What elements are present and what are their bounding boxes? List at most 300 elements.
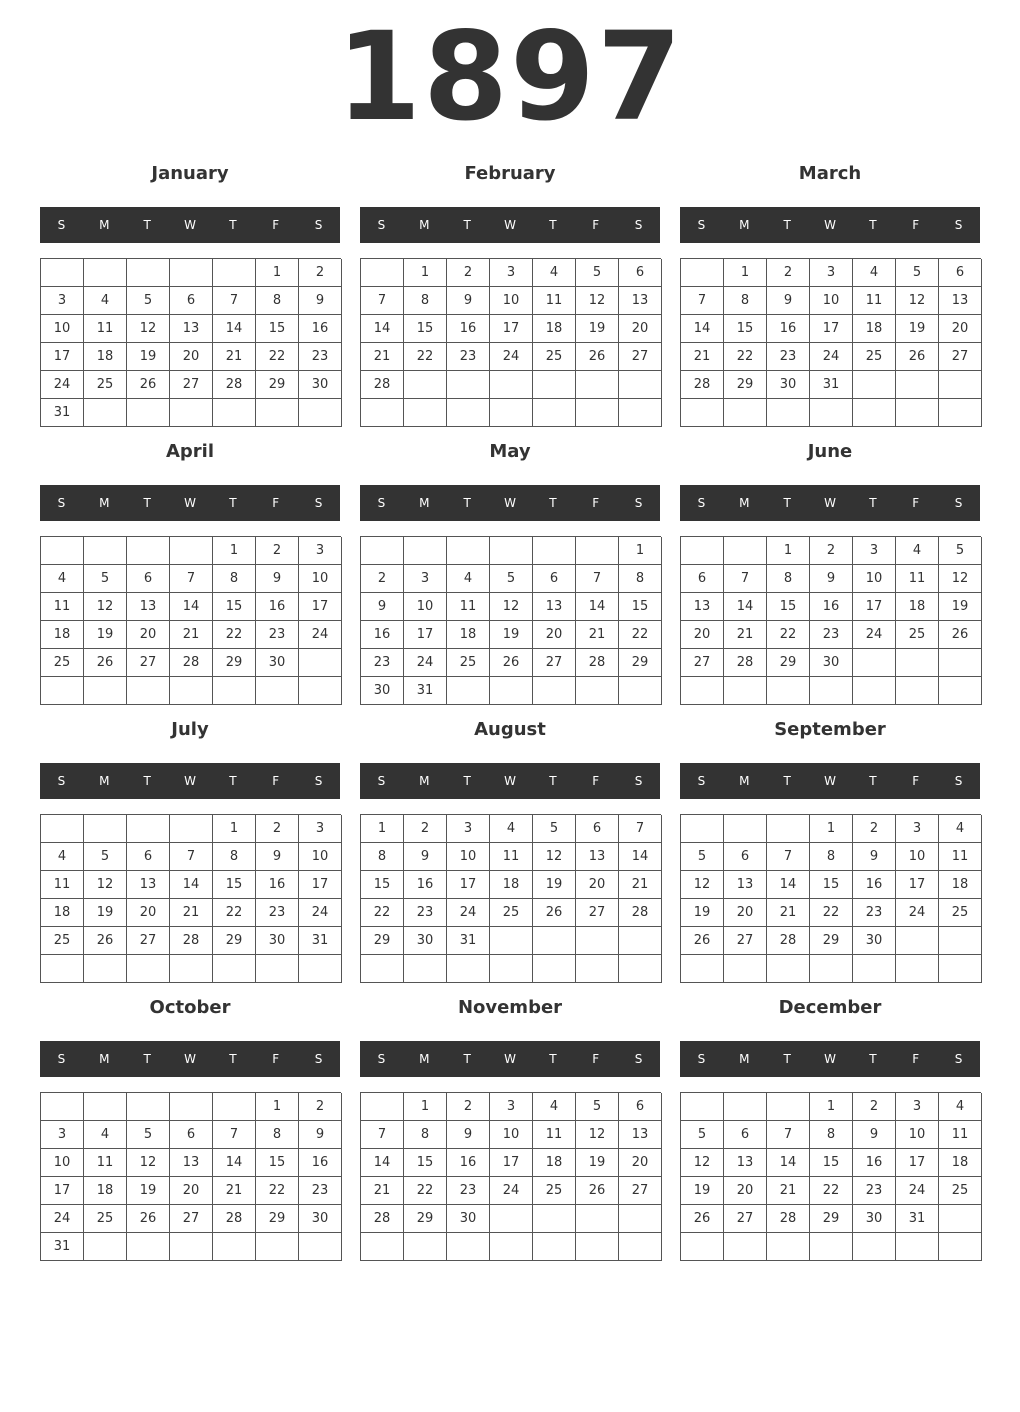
weekday-label: W (184, 496, 196, 510)
day-cell: 5 (84, 565, 127, 593)
day-cell: 7 (767, 1121, 810, 1149)
day-cell: 15 (404, 315, 447, 343)
day-cell: 11 (490, 843, 533, 871)
day-cell: 2 (404, 815, 447, 843)
day-cell (361, 399, 404, 427)
day-cell (404, 371, 447, 399)
day-cell (576, 927, 619, 955)
day-cell: 23 (853, 899, 896, 927)
weekday-label: M (739, 218, 750, 232)
month-name: February (464, 163, 556, 184)
day-cell: 21 (767, 899, 810, 927)
day-cell (41, 537, 84, 565)
day-cell: 17 (896, 1149, 939, 1177)
day-cell: 5 (896, 259, 939, 287)
day-cell: 23 (767, 343, 810, 371)
day-cell: 15 (810, 1149, 853, 1177)
day-grid (680, 258, 981, 427)
day-cell: 10 (896, 843, 939, 871)
day-cell: 22 (213, 621, 256, 649)
day-cell: 3 (896, 815, 939, 843)
day-cell: 9 (404, 843, 447, 871)
day-cell: 19 (490, 621, 533, 649)
day-cell: 21 (361, 1177, 404, 1205)
day-cell: 14 (213, 1149, 256, 1177)
day-cell: 5 (576, 259, 619, 287)
weekday-header (680, 485, 980, 521)
day-cell: 30 (853, 1205, 896, 1233)
day-cell: 9 (299, 287, 342, 315)
day-cell: 27 (724, 927, 767, 955)
day-cell (576, 1205, 619, 1233)
weekday-header (40, 207, 340, 243)
month-september (680, 714, 980, 986)
weekday-label: S (377, 1052, 386, 1066)
day-cell: 21 (170, 621, 213, 649)
day-cell: 12 (939, 565, 982, 593)
day-cell: 29 (767, 649, 810, 677)
day-cell: 25 (853, 343, 896, 371)
weekday-label: T (229, 1052, 237, 1066)
weekday-header (360, 207, 660, 243)
day-cell: 23 (299, 343, 342, 371)
weekday-label: T (549, 1052, 557, 1066)
day-cell: 19 (681, 899, 724, 927)
day-cell: 28 (681, 371, 724, 399)
weekday-label: M (99, 774, 110, 788)
day-cell: 23 (447, 343, 490, 371)
day-cell (939, 927, 982, 955)
day-cell: 4 (84, 1121, 127, 1149)
day-cell: 28 (724, 649, 767, 677)
day-cell: 29 (256, 1205, 299, 1233)
day-cell: 8 (256, 287, 299, 315)
day-cell: 29 (213, 927, 256, 955)
day-cell: 22 (404, 1177, 447, 1205)
day-cell (767, 677, 810, 705)
day-cell (170, 259, 213, 287)
day-cell (361, 1093, 404, 1121)
day-cell: 20 (127, 621, 170, 649)
day-cell (404, 1233, 447, 1261)
day-cell: 11 (84, 1149, 127, 1177)
day-cell (490, 677, 533, 705)
day-cell (170, 955, 213, 983)
weekday-label: W (824, 218, 836, 232)
weekday-label: W (184, 218, 196, 232)
day-cell (299, 399, 342, 427)
day-cell: 18 (533, 315, 576, 343)
weekday-label: T (143, 496, 151, 510)
day-cell: 24 (490, 1177, 533, 1205)
day-cell: 1 (361, 815, 404, 843)
day-cell (490, 1205, 533, 1233)
day-cell: 11 (41, 593, 84, 621)
day-cell: 13 (170, 1149, 213, 1177)
day-cell: 25 (41, 649, 84, 677)
day-cell (213, 399, 256, 427)
day-cell: 3 (404, 565, 447, 593)
day-cell: 21 (170, 899, 213, 927)
day-cell (84, 955, 127, 983)
day-cell (213, 259, 256, 287)
day-cell (896, 677, 939, 705)
day-cell: 24 (853, 621, 896, 649)
day-cell (213, 1093, 256, 1121)
day-cell: 30 (361, 677, 404, 705)
day-cell: 15 (767, 593, 810, 621)
day-cell (939, 371, 982, 399)
weekday-header (360, 485, 660, 521)
day-cell: 16 (767, 315, 810, 343)
weekday-label: S (314, 1052, 323, 1066)
day-cell: 21 (213, 343, 256, 371)
day-cell: 17 (299, 593, 342, 621)
day-cell: 20 (170, 343, 213, 371)
weekday-label: F (592, 218, 600, 232)
day-cell: 10 (299, 843, 342, 871)
weekday-label: T (869, 218, 877, 232)
weekday-label: S (57, 496, 66, 510)
day-cell: 12 (896, 287, 939, 315)
day-cell: 8 (767, 565, 810, 593)
day-cell: 14 (170, 871, 213, 899)
day-cell: 28 (576, 649, 619, 677)
day-cell: 10 (490, 1121, 533, 1149)
day-cell: 12 (84, 871, 127, 899)
day-cell: 17 (490, 315, 533, 343)
day-cell: 27 (939, 343, 982, 371)
day-cell: 27 (170, 371, 213, 399)
day-cell: 4 (533, 1093, 576, 1121)
day-cell: 20 (619, 1149, 662, 1177)
day-cell: 9 (299, 1121, 342, 1149)
day-cell: 12 (681, 1149, 724, 1177)
day-cell: 29 (810, 1205, 853, 1233)
day-cell (724, 1233, 767, 1261)
day-cell: 27 (533, 649, 576, 677)
weekday-label: T (229, 774, 237, 788)
day-cell (576, 537, 619, 565)
weekday-label: S (954, 1052, 963, 1066)
day-cell: 16 (299, 315, 342, 343)
day-cell (533, 1233, 576, 1261)
day-cell: 5 (127, 287, 170, 315)
month-name: October (149, 997, 231, 1018)
day-cell: 2 (447, 259, 490, 287)
month-october (40, 992, 340, 1264)
weekday-label: T (143, 218, 151, 232)
day-cell: 12 (576, 287, 619, 315)
day-cell: 17 (447, 871, 490, 899)
day-cell: 21 (361, 343, 404, 371)
weekday-label: M (99, 496, 110, 510)
day-cell: 7 (361, 287, 404, 315)
day-cell (256, 399, 299, 427)
day-cell: 16 (853, 1149, 896, 1177)
day-cell: 13 (533, 593, 576, 621)
day-cell (619, 955, 662, 983)
day-cell (724, 677, 767, 705)
day-cell: 19 (533, 871, 576, 899)
day-cell (490, 399, 533, 427)
day-cell: 14 (170, 593, 213, 621)
weekday-label: M (99, 218, 110, 232)
day-cell: 30 (404, 927, 447, 955)
day-cell (84, 537, 127, 565)
day-cell (576, 399, 619, 427)
day-cell: 13 (576, 843, 619, 871)
day-cell: 16 (853, 871, 896, 899)
day-cell: 24 (404, 649, 447, 677)
day-cell: 19 (127, 343, 170, 371)
day-cell (41, 259, 84, 287)
day-cell: 26 (127, 371, 170, 399)
day-cell: 8 (724, 287, 767, 315)
day-cell: 27 (619, 1177, 662, 1205)
day-cell: 4 (41, 565, 84, 593)
day-cell: 20 (127, 899, 170, 927)
day-cell: 30 (767, 371, 810, 399)
day-cell (681, 259, 724, 287)
day-cell: 1 (256, 1093, 299, 1121)
day-cell: 18 (447, 621, 490, 649)
day-cell: 29 (724, 371, 767, 399)
weekday-label: S (57, 218, 66, 232)
day-cell: 14 (681, 315, 724, 343)
weekday-label: W (824, 496, 836, 510)
weekday-label: M (99, 1052, 110, 1066)
day-cell: 7 (213, 287, 256, 315)
month-november (360, 992, 660, 1264)
day-cell: 22 (619, 621, 662, 649)
day-cell (404, 537, 447, 565)
month-july (40, 714, 340, 986)
day-cell: 5 (681, 843, 724, 871)
weekday-label: T (463, 218, 471, 232)
weekday-header (40, 1041, 340, 1077)
day-cell: 18 (939, 1149, 982, 1177)
weekday-label: T (869, 774, 877, 788)
day-cell (84, 259, 127, 287)
day-cell: 18 (41, 899, 84, 927)
year-title: 1897 (336, 6, 684, 148)
day-cell: 16 (361, 621, 404, 649)
day-cell (84, 677, 127, 705)
day-cell (170, 1093, 213, 1121)
day-cell: 24 (896, 1177, 939, 1205)
day-cell: 2 (361, 565, 404, 593)
day-cell: 10 (41, 315, 84, 343)
day-cell: 5 (681, 1121, 724, 1149)
day-cell: 22 (256, 343, 299, 371)
day-cell: 29 (256, 371, 299, 399)
day-cell: 10 (41, 1149, 84, 1177)
day-cell: 4 (41, 843, 84, 871)
day-cell: 22 (361, 899, 404, 927)
day-cell: 19 (127, 1177, 170, 1205)
day-cell: 5 (127, 1121, 170, 1149)
day-cell: 18 (84, 1177, 127, 1205)
day-cell: 19 (681, 1177, 724, 1205)
day-cell: 2 (299, 1093, 342, 1121)
weekday-label: W (824, 774, 836, 788)
day-cell: 17 (41, 1177, 84, 1205)
day-cell: 6 (127, 565, 170, 593)
weekday-label: S (634, 218, 643, 232)
month-march (680, 158, 980, 430)
day-cell: 2 (256, 537, 299, 565)
weekday-label: W (504, 496, 516, 510)
day-cell: 1 (810, 1093, 853, 1121)
day-cell: 3 (299, 815, 342, 843)
day-cell: 3 (447, 815, 490, 843)
month-name: December (778, 997, 882, 1018)
day-cell (213, 1233, 256, 1261)
weekday-label: F (592, 496, 600, 510)
day-cell: 26 (84, 927, 127, 955)
day-cell (533, 371, 576, 399)
month-name: August (474, 719, 546, 740)
weekday-label: T (229, 496, 237, 510)
day-grid (360, 258, 661, 427)
day-cell (127, 259, 170, 287)
day-cell: 14 (576, 593, 619, 621)
day-cell: 19 (939, 593, 982, 621)
day-cell (576, 1233, 619, 1261)
day-cell: 18 (896, 593, 939, 621)
day-cell: 10 (490, 287, 533, 315)
day-cell: 14 (767, 1149, 810, 1177)
day-cell (896, 399, 939, 427)
day-cell (84, 399, 127, 427)
day-cell: 20 (724, 1177, 767, 1205)
day-cell (490, 537, 533, 565)
day-cell: 1 (619, 537, 662, 565)
weekday-label: M (739, 1052, 750, 1066)
weekday-label: W (504, 1052, 516, 1066)
month-name: May (489, 441, 531, 462)
day-cell: 2 (447, 1093, 490, 1121)
month-february (360, 158, 660, 430)
day-cell: 30 (447, 1205, 490, 1233)
weekday-label: W (504, 774, 516, 788)
day-cell: 7 (619, 815, 662, 843)
day-cell (619, 1205, 662, 1233)
day-cell (490, 1233, 533, 1261)
day-cell: 25 (533, 343, 576, 371)
month-name: April (165, 441, 215, 462)
day-grid (40, 536, 341, 705)
day-cell: 22 (404, 343, 447, 371)
day-cell: 28 (213, 1205, 256, 1233)
weekday-label: T (143, 774, 151, 788)
day-cell (213, 955, 256, 983)
day-cell (127, 815, 170, 843)
day-cell (939, 955, 982, 983)
day-cell: 29 (361, 927, 404, 955)
day-cell: 17 (853, 593, 896, 621)
weekday-label: M (739, 774, 750, 788)
day-cell (84, 1233, 127, 1261)
day-cell: 26 (681, 1205, 724, 1233)
day-cell: 13 (170, 315, 213, 343)
day-cell (533, 537, 576, 565)
day-cell (533, 955, 576, 983)
day-cell: 18 (41, 621, 84, 649)
day-cell (810, 1233, 853, 1261)
day-cell (767, 399, 810, 427)
day-cell: 31 (41, 1233, 84, 1261)
day-cell: 10 (810, 287, 853, 315)
day-cell: 12 (576, 1121, 619, 1149)
day-cell: 6 (724, 1121, 767, 1149)
day-cell: 31 (404, 677, 447, 705)
day-cell: 6 (170, 287, 213, 315)
day-cell (533, 1205, 576, 1233)
day-cell (896, 371, 939, 399)
day-cell (896, 1233, 939, 1261)
day-cell (533, 399, 576, 427)
day-cell (447, 955, 490, 983)
day-cell: 23 (256, 899, 299, 927)
month-august (360, 714, 660, 986)
day-grid (40, 1092, 341, 1261)
weekday-label: F (272, 218, 280, 232)
day-cell: 31 (447, 927, 490, 955)
day-cell: 25 (41, 927, 84, 955)
day-cell: 20 (533, 621, 576, 649)
day-cell (404, 399, 447, 427)
weekday-label: F (592, 1052, 600, 1066)
day-cell: 26 (896, 343, 939, 371)
day-cell (853, 677, 896, 705)
day-cell: 5 (939, 537, 982, 565)
day-cell (681, 399, 724, 427)
day-cell: 1 (404, 1093, 447, 1121)
month-name: July (171, 719, 209, 740)
month-may (360, 436, 660, 708)
day-cell: 20 (619, 315, 662, 343)
day-cell (170, 1233, 213, 1261)
day-cell: 30 (810, 649, 853, 677)
day-cell: 6 (533, 565, 576, 593)
day-cell: 6 (619, 1093, 662, 1121)
day-cell: 16 (447, 315, 490, 343)
day-cell (681, 677, 724, 705)
day-cell: 9 (256, 843, 299, 871)
day-cell: 29 (810, 927, 853, 955)
day-cell: 6 (619, 259, 662, 287)
day-cell (724, 537, 767, 565)
day-grid (360, 536, 661, 705)
day-cell (810, 399, 853, 427)
day-cell: 3 (810, 259, 853, 287)
day-cell (681, 537, 724, 565)
day-cell: 23 (447, 1177, 490, 1205)
day-cell: 16 (256, 593, 299, 621)
day-cell (127, 955, 170, 983)
day-cell: 2 (810, 537, 853, 565)
day-cell: 3 (853, 537, 896, 565)
day-cell (724, 1093, 767, 1121)
day-cell (170, 677, 213, 705)
day-cell (853, 1233, 896, 1261)
day-cell (41, 677, 84, 705)
day-cell (724, 815, 767, 843)
weekday-label: T (869, 496, 877, 510)
day-cell: 13 (127, 593, 170, 621)
